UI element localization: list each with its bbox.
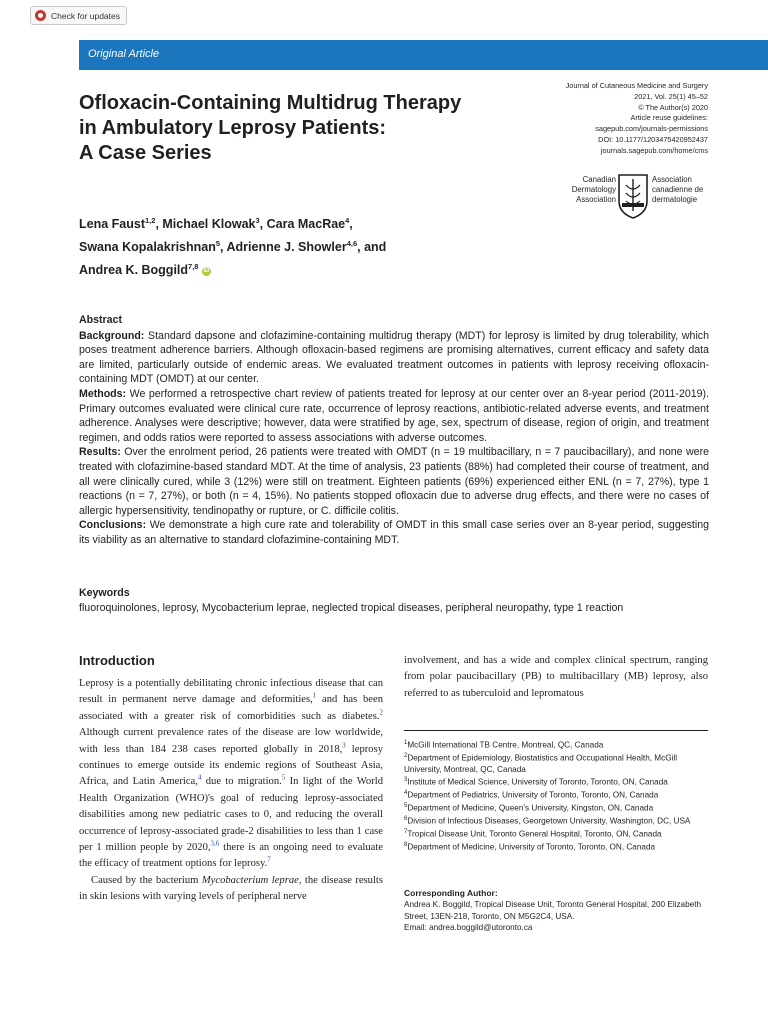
body-text: leprosy continues to emerge outside its endemic regions of Southeast Asia, Africa, and Latin America,: [79, 743, 383, 788]
body-text: due to migration.: [201, 776, 282, 788]
author-name: Adrienne J. Showler: [226, 240, 347, 255]
affiliation-number: 3: [404, 777, 408, 784]
article-type-label: Original Article: [88, 48, 160, 60]
keywords-list: fluoroquinolones, leprosy, Mycobacterium leprae, neglected tropical diseases, peripheral neuropathy, type 1 reaction: [79, 602, 624, 614]
abstract-label: Conclusions:: [79, 519, 147, 532]
permissions-link[interactable]: sagepub.com/journals-permissions: [595, 124, 708, 134]
species-name: Mycobacterium leprae: [201, 874, 299, 886]
citation-link[interactable]: 3: [342, 741, 346, 750]
affiliation-number: 8: [404, 841, 408, 848]
logo-text: dermatologie: [652, 195, 698, 204]
logo-text: Association: [652, 175, 692, 184]
journal-info: [458, 81, 708, 157]
affiliation-number: 2: [404, 752, 408, 759]
affiliation-text: Department of Medicine, Queen's University, Kingston, ON, Canada: [407, 803, 654, 813]
affiliation-text: Tropical Disease Unit, Toronto General Hospital, Toronto, ON, Canada: [407, 829, 662, 839]
author-separator: ,: [349, 217, 353, 232]
abstract-methods: [79, 387, 709, 445]
keywords-section: [79, 586, 709, 616]
abstract-section: [79, 313, 709, 548]
affiliation-text: Department of Medicine, University of Toronto, Toronto, ON, Canada: [407, 842, 656, 852]
cda-logo: [552, 171, 742, 219]
affiliation-item: [404, 801, 714, 814]
author-separator: ,: [155, 217, 163, 232]
keywords-heading: Keywords: [79, 587, 130, 599]
footnote-divider: [404, 730, 708, 731]
orcid-icon[interactable]: iD: [203, 267, 210, 274]
body-text: Leprosy is a potentially debilitating chronic infectious disease that can result in permanent nerve damage and deformities,: [79, 678, 383, 706]
cda-english-name: [572, 175, 616, 205]
affiliations-list: [404, 738, 714, 853]
body-text: there is an ongoing need to evaluate the efficacy of treatment options for leprosy.: [79, 842, 384, 870]
journal-name: Journal of Cutaneous Medicine and Surgery: [565, 81, 708, 90]
corresponding-address: Andrea K. Boggild, Tropical Disease Unit, Toronto General Hospital, 200 Elizabeth Street, 13EN-218, Toronto, ON M5G2C4, USA.: [404, 900, 702, 921]
abstract-text: Standard dapsone and clofazimine-containing multidrug therapy (MDT) for leprosy is limited by drug tolerability, which poses treatment adherence barriers. Although ofloxacin-based regimens are promising alternatives, current efficacy and safety data are limited, particularly outside of endemic areas. We evaluated treatment outcomes in patients with leprosy receiving ofloxacin-containing MDT (OMDT) at our center.: [79, 329, 709, 386]
author-affil-sup: 4,6: [346, 239, 358, 249]
journal-volume: 2021, Vol. 25(1) 45–52: [634, 91, 708, 101]
abstract-label: Results:: [79, 446, 121, 459]
citation-link[interactable]: 1: [312, 691, 317, 700]
body-text: In light of the World Health Organization (WHO)'s goal of reducing leprosy-associated disabilities among new pediatric cases to 0, and reducing the overall occurrence of leprosy-associated grade-2 disabilities to less than 1 case per 1 million people by 2020,: [79, 776, 383, 854]
corresponding-author: [404, 888, 714, 934]
journal-home-link[interactable]: journals.sagepub.com/home/cms: [600, 145, 708, 155]
title-line: Ofloxacin-Containing Multidrug Therapy: [79, 92, 462, 114]
affiliation-text: McGill International TB Centre, Montreal, QC, Canada: [407, 740, 604, 750]
abstract-conclusions: [79, 518, 709, 547]
affiliation-text: Division of Infectious Diseases, Georgetown University, Washington, DC, USA: [407, 816, 691, 826]
update-icon: [35, 10, 46, 21]
abstract-heading: Abstract: [79, 314, 122, 326]
body-text: and has been associated with a greater risk of comorbidities such as diabetes.: [79, 694, 383, 722]
author-separator: , and: [357, 240, 387, 255]
body-text: Caused by the bacterium: [91, 874, 202, 886]
abstract-background: [79, 329, 709, 387]
corresponding-heading: Corresponding Author:: [404, 888, 498, 898]
doi-link[interactable]: DOI: 10.1177/1203475420952437: [598, 134, 708, 144]
affiliation-text: Institute of Medical Science, University of Toronto, Toronto, ON, Canada: [407, 777, 668, 787]
affiliation-number: 6: [404, 815, 408, 822]
abstract-label: Background:: [79, 329, 145, 342]
citation-link[interactable]: 2: [379, 708, 383, 717]
affiliation-number: 5: [404, 802, 408, 809]
copyright: © The Author(s) 2020: [638, 102, 708, 112]
logo-text: Dermatology: [571, 185, 616, 194]
author-affil-sup: 4: [345, 216, 350, 225]
author-separator: ,: [220, 240, 227, 255]
abstract-text: Over the enrolment period, 26 patients were treated with OMDT (n = 19 multibacillary, n = 7 paucibacillary), and none were treated with clofazimine-based standard MDT. At the time of analysis, 23 patients (88%) had completed their course of treatment, and all were clinically cured, while 3 (12%) were still on treatment. Eighteen patients (69%) experienced either ENL (n = 7, 27%), type 1 reactions (n = 7, 27%), or both (n = 4, 15%). No patients stopped ofloxacin due to adverse drug effects, and there were no cases of allergic hypersensitivity, tendinopathy or rupture, or C. difficile colitis.: [79, 446, 709, 517]
introduction-heading: Introduction: [79, 653, 155, 668]
affiliation-item: [404, 751, 714, 775]
body-column-right: involvement, and has a wide and complex clinical spectrum, ranging from polar paucibacillary (PB) to multibacillary (MB) leprosy, also referred to as tuberculoid and lepromatous: [404, 655, 708, 699]
body-text: Although current prevalence rates of the disease are low worldwide, with less than 184 238 cases reported globally in 2018,: [79, 727, 383, 755]
check-for-updates-badge[interactable]: [30, 6, 127, 25]
citation-link[interactable]: 3,6: [210, 839, 220, 848]
citation-link[interactable]: 7: [267, 855, 271, 864]
author-affil-sup: 3: [255, 216, 260, 225]
affiliation-item: [404, 788, 714, 801]
affiliation-item: [404, 827, 714, 840]
check-for-updates-label: Check for updates: [51, 10, 120, 21]
logo-text: Canadian: [582, 175, 616, 184]
affiliation-item: [404, 814, 714, 827]
affiliation-text: Department of Epidemiology, Biostatistics and Occupational Health, McGill University, Montreal, QC, Canada: [404, 753, 678, 774]
citation-link[interactable]: 4: [197, 773, 202, 782]
intro-paragraph-1: [79, 676, 383, 873]
abstract-text: We performed a retrospective chart review of patients treated for leprosy at our center over an 8-year period (2011-2019). Primary outcomes evaluated were clinical cure rate, occurrence of leprosy reactions, antibiotic-related adverse events, and treatment adherence. Analyses were descriptive; however, data were stratified by age, sex, spectrum of disease, region of origin, and treatment regimen, and odds ratios were reported to assess associations with adverse outcomes.: [79, 387, 709, 444]
affiliation-number: 1: [404, 740, 408, 746]
reuse-label: Article reuse guidelines:: [630, 113, 708, 123]
logo-text: Association: [576, 195, 616, 204]
abstract-results: [79, 445, 709, 518]
affiliation-number: 7: [404, 828, 408, 835]
abstract-label: Methods:: [79, 387, 127, 400]
title-line: A Case Series: [79, 142, 212, 164]
affiliation-text: Department of Pediatrics, University of Toronto, Toronto, ON, Canada: [407, 790, 659, 800]
affiliation-item: [404, 738, 714, 751]
abstract-text: We demonstrate a high cure rate and tolerability of OMDT in this small case series over an 8-year period, suggesting its viability as an alternative to standard clofazimine-containing MDT.: [79, 519, 709, 546]
author-name: Cara MacRae: [266, 217, 346, 232]
citation-link[interactable]: 5: [281, 773, 286, 782]
author-affil-sup: 7,8: [188, 262, 199, 272]
logo-text: canadienne de: [652, 185, 704, 194]
cda-emblem-icon: [616, 171, 650, 219]
author-affil-sup: 1,2: [145, 216, 156, 225]
title-line: in Ambulatory Leprosy Patients:: [79, 117, 387, 139]
author-name: Andrea K. Boggild: [79, 263, 189, 278]
body-column-left: [79, 676, 383, 906]
affiliation-number: 4: [404, 790, 408, 797]
affiliation-item: [404, 775, 714, 788]
author-affil-sup: 5: [215, 239, 221, 249]
corresponding-email[interactable]: Email: andrea.boggild@utoronto.ca: [404, 923, 533, 933]
affiliation-item: [404, 840, 714, 853]
author-name: Lena Faust: [79, 217, 145, 232]
author-list: [79, 211, 509, 280]
author-name: Michael Klowak: [162, 217, 256, 232]
cda-french-name: [652, 175, 703, 205]
author-name: Swana Kopalakrishnan: [79, 240, 216, 255]
intro-paragraph-2: [79, 873, 383, 906]
body-text: , the disease results in skin lesions with varying levels of peripheral nerve: [79, 874, 383, 903]
author-separator: ,: [259, 217, 267, 232]
article-type-banner: [79, 40, 768, 70]
